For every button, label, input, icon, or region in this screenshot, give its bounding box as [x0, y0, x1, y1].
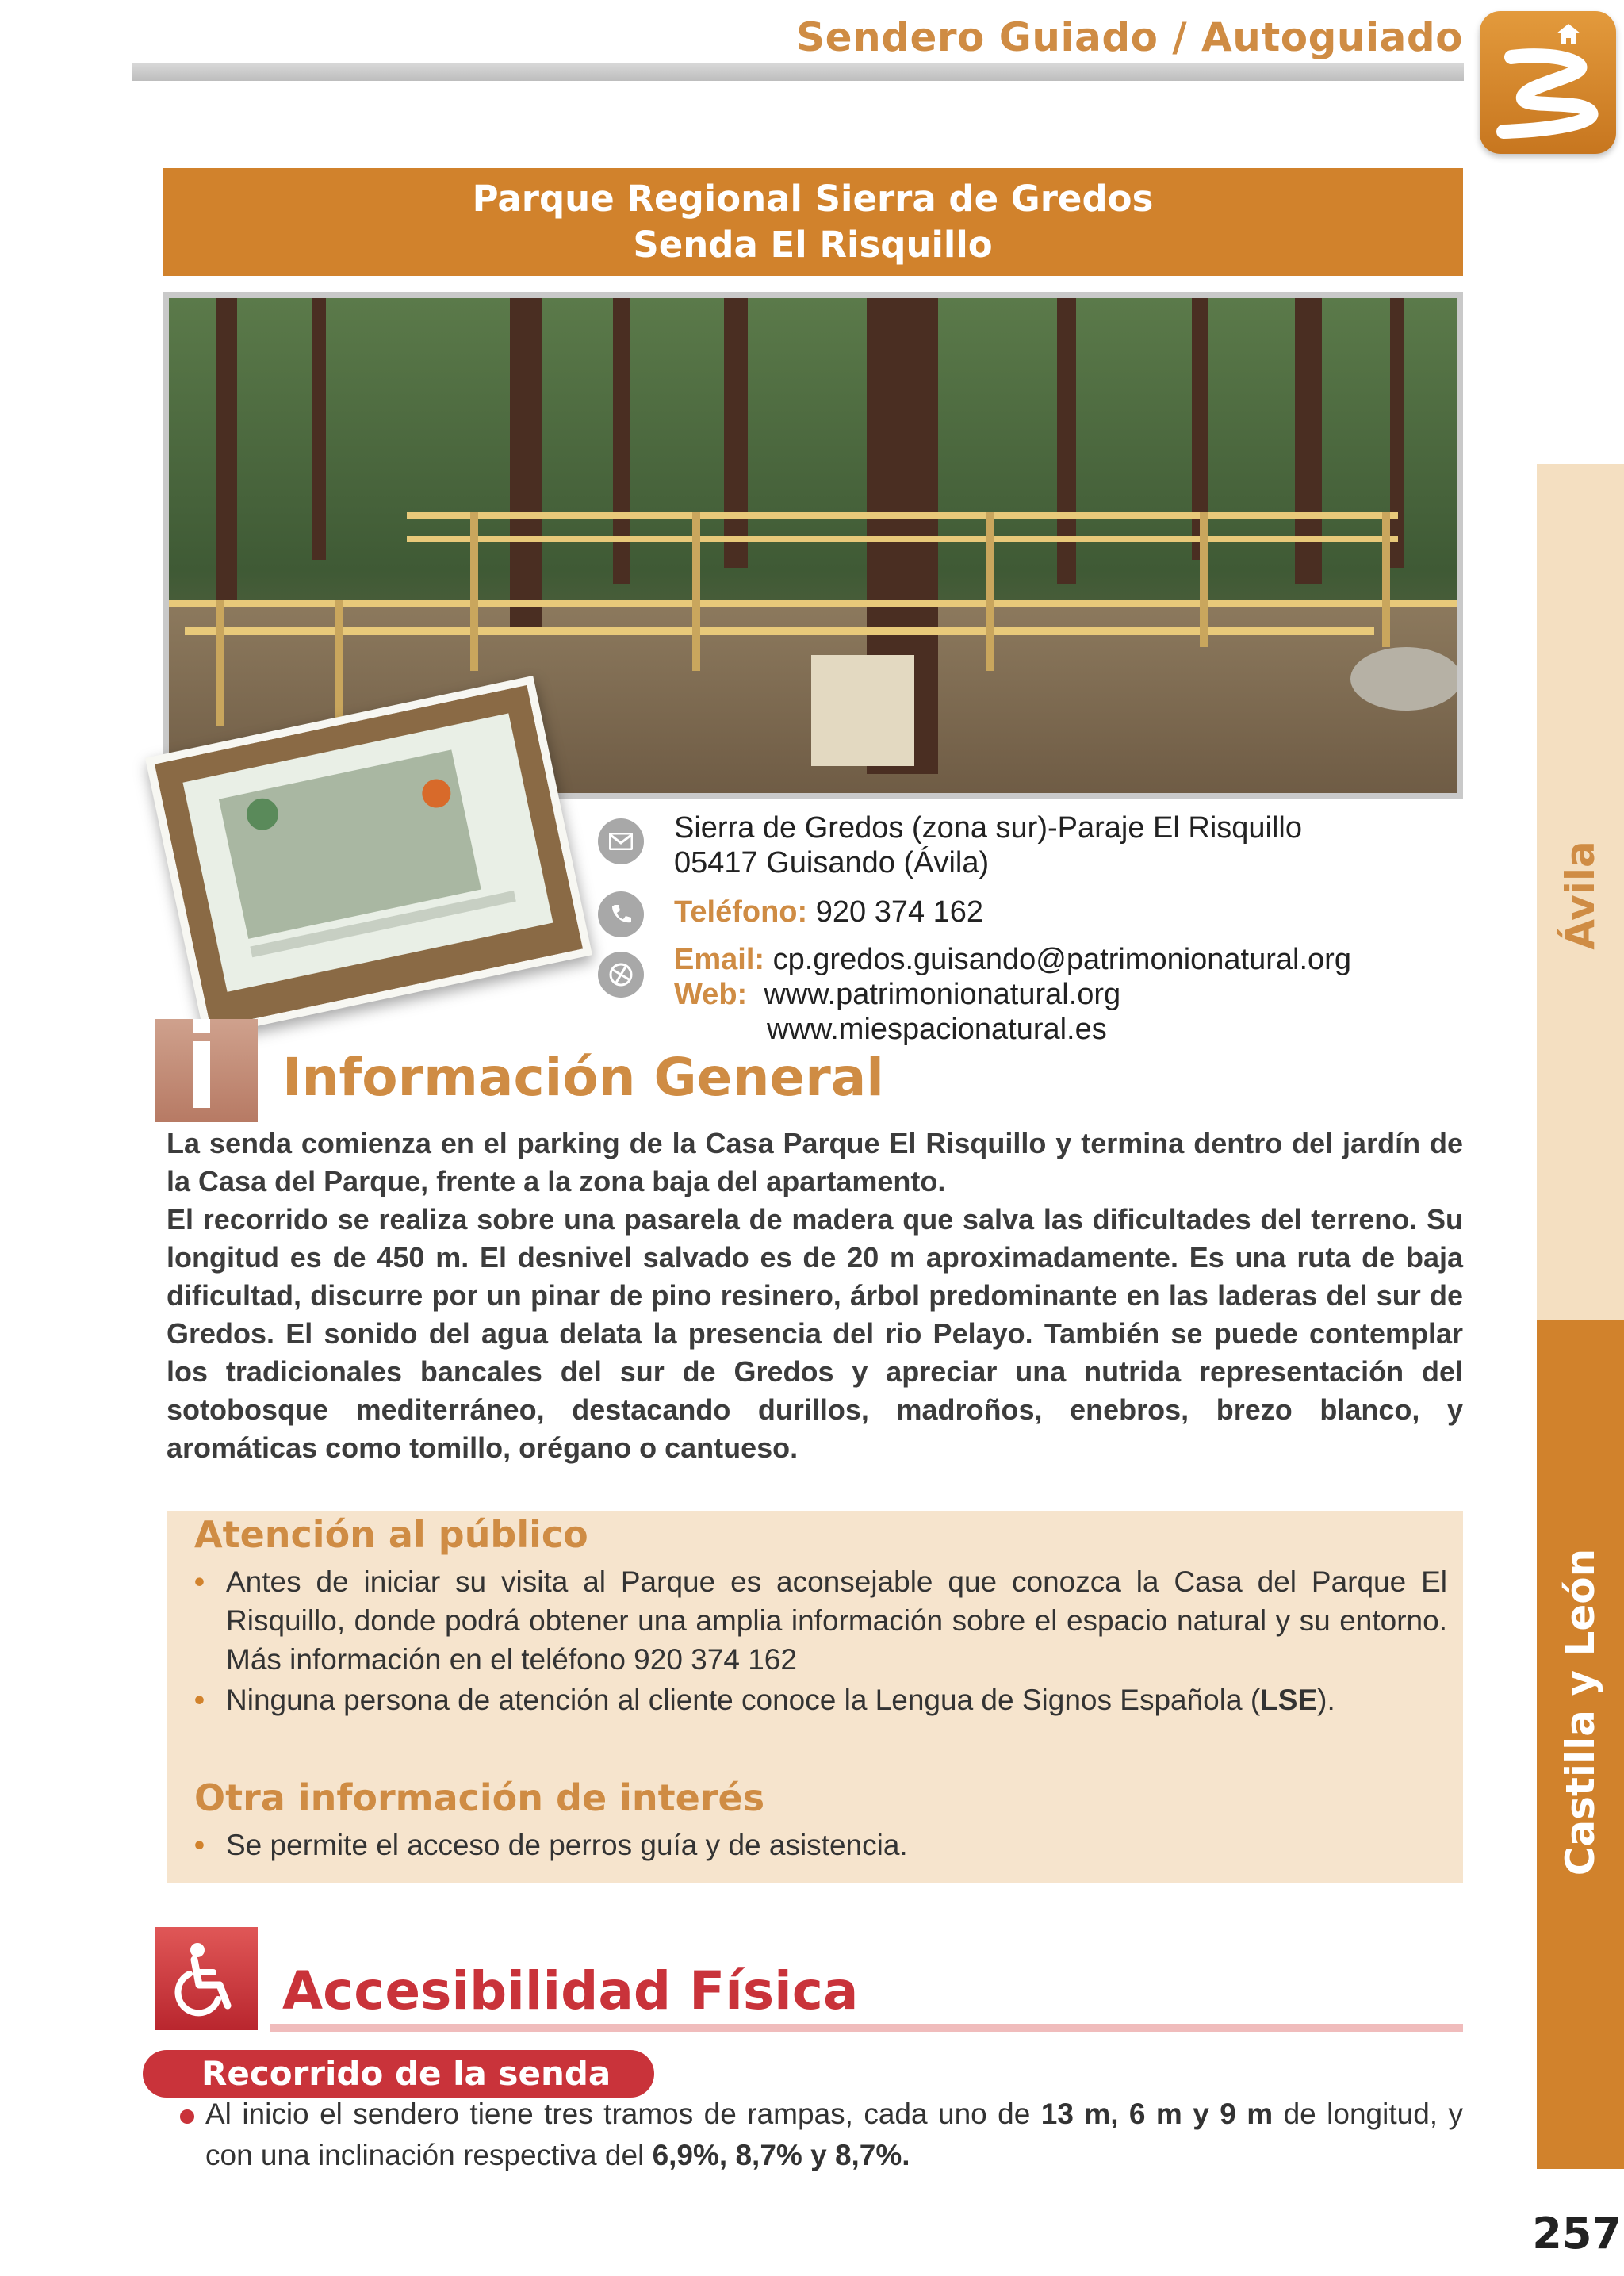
- route-subtitle: Recorrido de la senda: [143, 2050, 654, 2098]
- home-button[interactable]: [1480, 11, 1616, 154]
- info-icon: [155, 1019, 258, 1122]
- attention-item-1-text: Antes de iniciar su visita al Parque es aconsejable que conozca la Casa del Parque El Risquillo, donde podrá obtener una amplia información sobre el espacio natural y su entorno. Más información en el teléfono 920 374 162: [226, 1565, 1447, 1676]
- phone-label: Teléfono:: [674, 895, 808, 929]
- ramp-slopes: 6,9%, 8,7% y 8,7%.: [652, 2139, 910, 2171]
- attention-item-2: [194, 1680, 1447, 1719]
- globe-icon: [598, 952, 644, 998]
- bullet-icon: •: [194, 1565, 205, 1598]
- address-line-2: 05417 Guisando (Ávila): [674, 846, 990, 879]
- page-number: 257: [1532, 2209, 1622, 2259]
- bullet-icon: [180, 2109, 194, 2124]
- phone-number[interactable]: 920 374 162: [815, 895, 984, 929]
- other-info-title: Otra información de interés: [194, 1776, 765, 1819]
- info-paragraph-1: La senda comienza en el parking de la Casa Parque El Risquillo y termina dentro del jardín de la Casa del Parque, frente a la zona baja del apartamento.: [167, 1127, 1463, 1197]
- province-label: Ávila: [1557, 841, 1603, 950]
- section-title: Sendero Guiado / Autoguiado: [796, 14, 1463, 60]
- route-item-text-mid: de longitud, y con una inclinación respectiva del: [205, 2098, 1463, 2171]
- web-link-2[interactable]: www.miespacionatural.es: [767, 1013, 1107, 1046]
- route-item-1: [186, 2094, 1463, 2176]
- phone-line: [674, 895, 983, 929]
- web-line: [674, 977, 1120, 1012]
- bullet-icon: •: [194, 1684, 205, 1716]
- web-link-1[interactable]: www.patrimonionatural.org: [764, 978, 1121, 1011]
- address-line-1: Sierra de Gredos (zona sur)-Paraje El Risquillo: [674, 811, 1302, 845]
- attention-item-2-text: Ninguna persona de atención al cliente conoce la Lengua de Signos Española (: [226, 1684, 1261, 1716]
- trail-name: Senda El Risquillo: [633, 224, 993, 266]
- other-info-item-1: [194, 1826, 1447, 1864]
- bullet-icon: •: [194, 1829, 205, 1861]
- home-icon: [1557, 24, 1580, 44]
- email-line: [674, 942, 1351, 977]
- route-item-text: Al inicio el sendero tiene tres tramos de rampas, cada uno de: [205, 2098, 1041, 2130]
- email-label: Email:: [674, 943, 765, 976]
- park-name: Parque Regional Sierra de Gredos: [472, 178, 1154, 220]
- title-banner: [163, 168, 1463, 276]
- attention-title: Atención al público: [194, 1513, 588, 1556]
- ramp-lengths: 13 m, 6 m y 9 m: [1040, 2098, 1274, 2130]
- info-paragraph-2: El recorrido se realiza sobre una pasarela de madera que salva las dificultades del terreno. Su longitud es de 450 m. El desnivel salvado es de 20 m aproximadamente. Es una ruta de baja dificultad, discurre por un pinar de pino resinero, árbol predominante en las laderas del sur de Gredos. El sonido del agua delata la presencia del rio Pelayo. También se puede contemplar los tradicionales bancales del sur de Gredos y apreciar una nutrida representación del sotobosque mediterráneo, destacando durillos, madroños, enebros, brezo blanco, y aromáticas como tomillo, orégano o cantueso.: [167, 1203, 1463, 1464]
- info-general-body: [167, 1125, 1463, 1467]
- attention-item-2-end: ).: [1317, 1684, 1335, 1716]
- phone-icon: [598, 891, 644, 937]
- web-label: Web:: [674, 978, 748, 1011]
- attention-item-1: [194, 1562, 1447, 1679]
- region-label: Castilla y León: [1557, 1548, 1603, 1876]
- info-general-title: Información General: [282, 1047, 884, 1108]
- header-rule: [132, 63, 1464, 81]
- accessibility-rule: [270, 2024, 1463, 2032]
- lse-acronym: LSE: [1260, 1684, 1318, 1716]
- accessibility-title: Accesibilidad Física: [282, 1960, 859, 2021]
- other-info-item-1-text: Se permite el acceso de perros guía y de asistencia.: [226, 1829, 908, 1861]
- wheelchair-icon: [155, 1927, 258, 2030]
- winding-path-icon: [1480, 11, 1616, 154]
- mail-icon: [598, 818, 644, 864]
- email-link[interactable]: cp.gredos.guisando@patrimonionatural.org: [772, 943, 1351, 976]
